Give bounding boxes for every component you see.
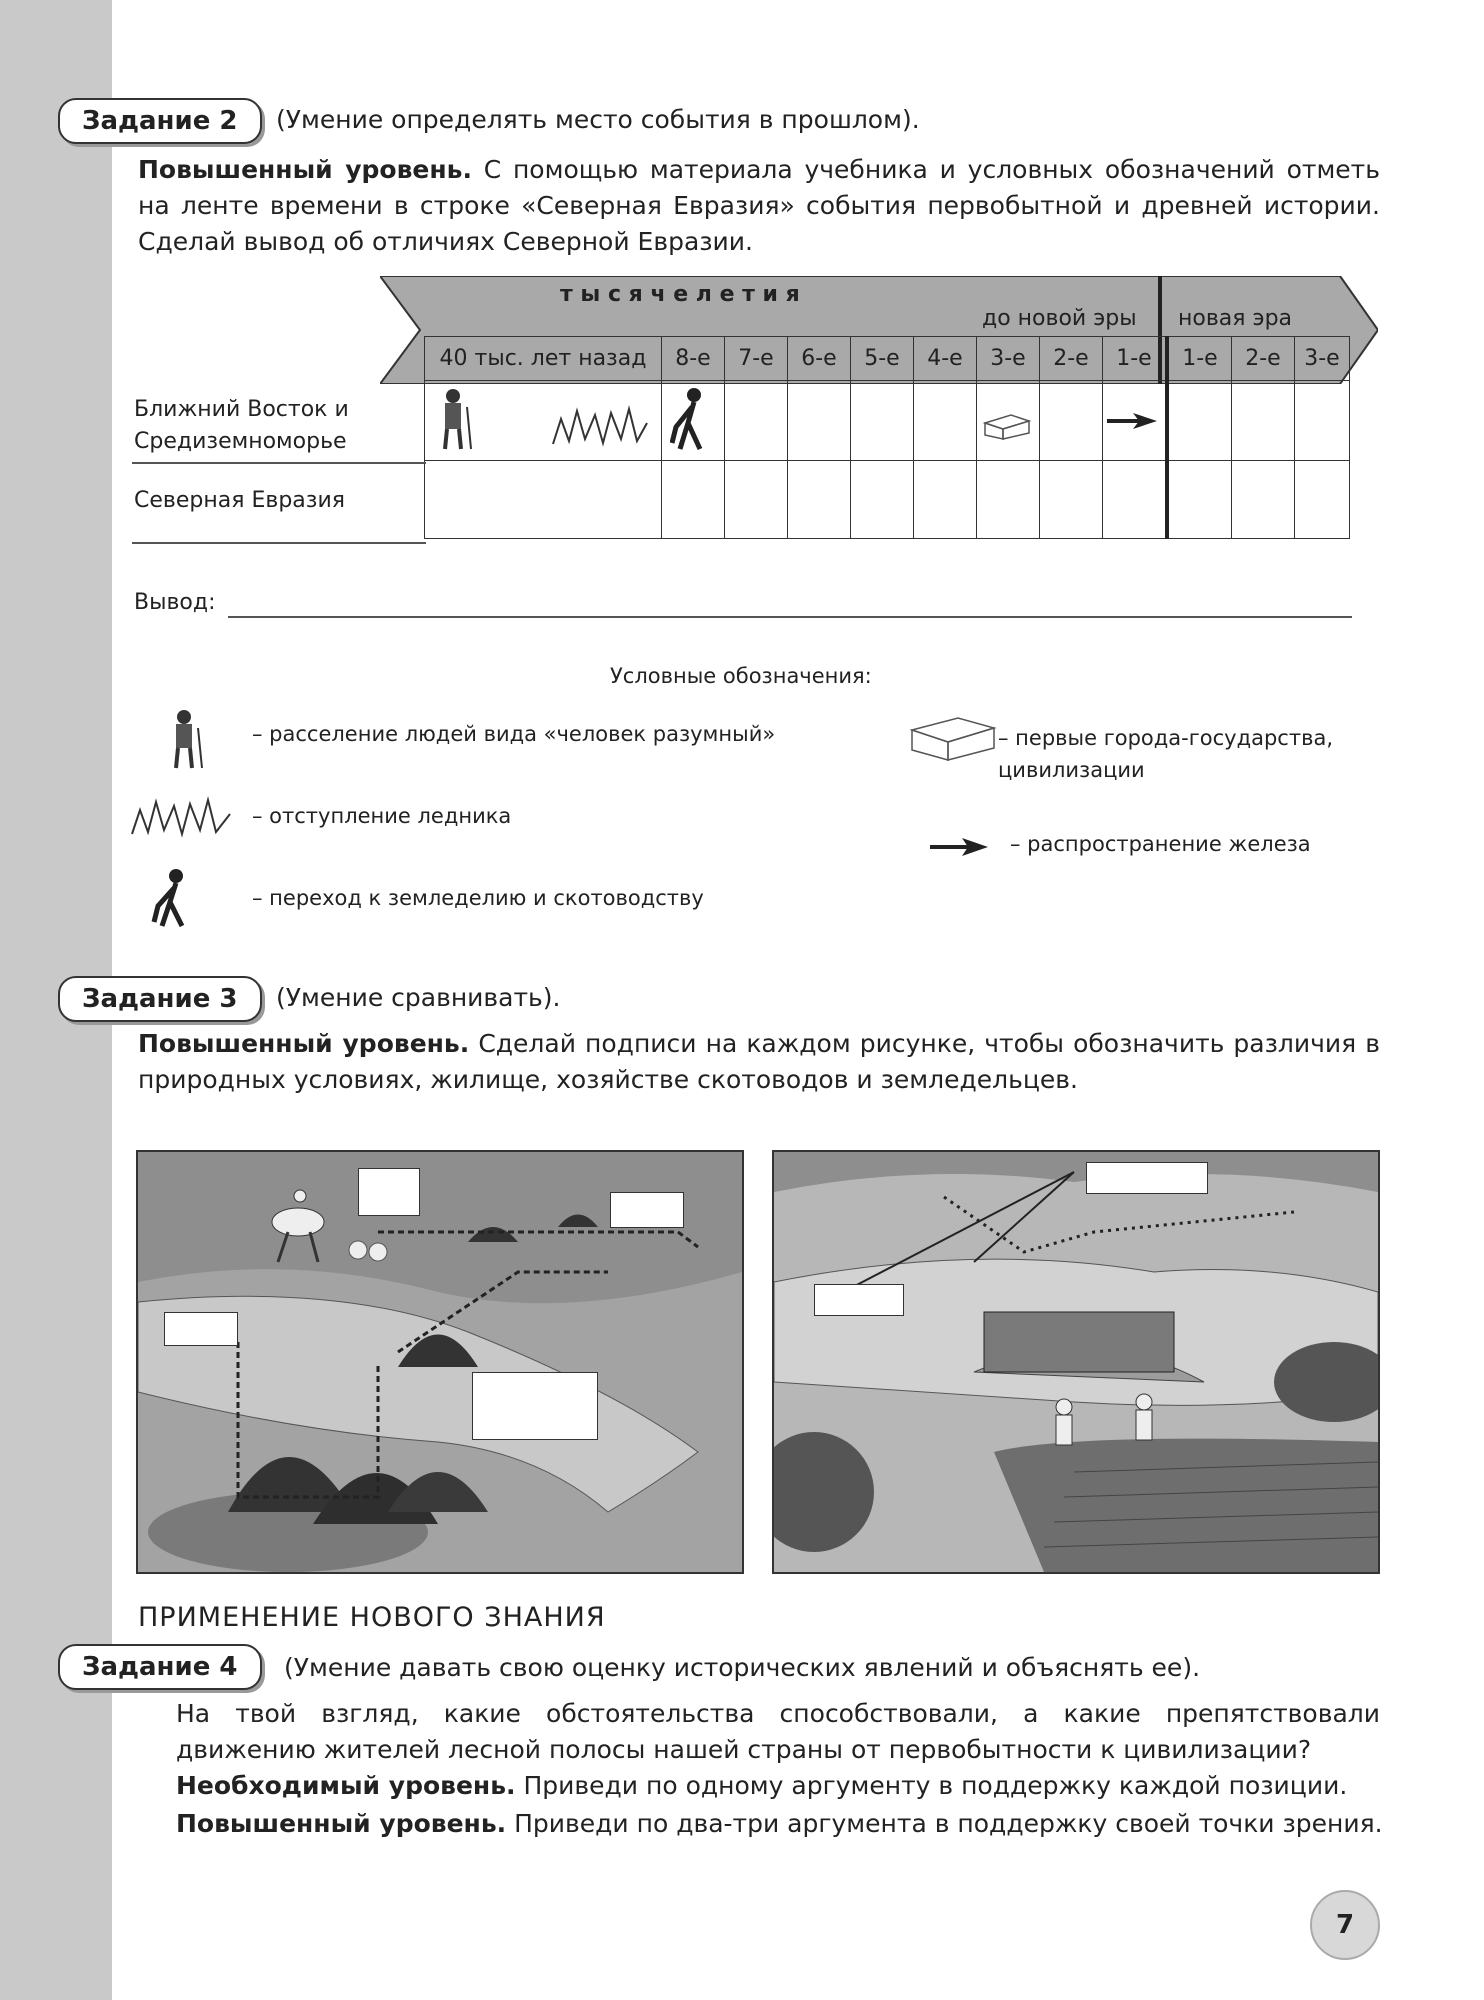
legend-iron-icon xyxy=(928,836,990,858)
farmers-label-box-1[interactable] xyxy=(1086,1162,1208,1194)
task4-label: Задание 4 xyxy=(58,1644,262,1690)
col-ce-3: 3-е xyxy=(1295,337,1350,381)
task2-instructions: С помощью материала учебника и условных обозначений отметь на ленте времени в строке «Северная Евразия» события первобытной и древней истории. Сделай вывод об отличиях Северной Евразии. xyxy=(138,155,1380,256)
north-5-cell[interactable] xyxy=(851,461,914,539)
farmers-label-box-2[interactable] xyxy=(814,1284,904,1316)
task3-instructions: Сделай подписи на каждом рисунке, чтобы обозначить различия в природных условиях, жилище, хозяйстве скотоводов и земледельцев. xyxy=(138,1029,1380,1094)
glacier-icon xyxy=(551,399,651,449)
conclusion-line[interactable] xyxy=(228,616,1352,618)
iron-arrow-icon xyxy=(1105,411,1159,431)
col-bce-7: 7-е xyxy=(725,337,788,381)
task2-skill: (Умение определять место события в прошлом). xyxy=(276,105,920,134)
near-east-1-cell xyxy=(1103,381,1168,461)
north-8-cell[interactable] xyxy=(662,461,725,539)
col-40k: 40 тыс. лет назад xyxy=(425,337,662,381)
pastoralists-picture xyxy=(136,1150,744,1574)
human-settlement-icon xyxy=(435,387,475,453)
north-ce2-cell[interactable] xyxy=(1232,461,1295,539)
task4-level2-text: Приведи по два-три аргумента в поддержку своей точки зрения. xyxy=(514,1809,1383,1838)
col-bce-8: 8-е xyxy=(662,337,725,381)
col-bce-3: 3-е xyxy=(977,337,1040,381)
task4-level2-line xyxy=(176,1806,1383,1842)
timeline-row-near-east xyxy=(425,381,1350,461)
near-east-8-cell xyxy=(662,381,725,461)
north-40k-cell[interactable] xyxy=(425,461,662,539)
timeline-table xyxy=(424,336,1350,539)
legend-farmer-icon xyxy=(150,868,200,928)
legend-iron-text: – распространение железа xyxy=(1010,832,1311,856)
pastoralists-label-box-3[interactable] xyxy=(164,1312,238,1346)
timeline-header: т ы с я ч е л е т и я xyxy=(560,282,800,307)
task3-label: Задание 3 xyxy=(58,976,262,1022)
north-2-cell[interactable] xyxy=(1040,461,1103,539)
task4-level1-line xyxy=(176,1768,1347,1804)
col-ce-2: 2-е xyxy=(1232,337,1295,381)
near-east-7-cell xyxy=(725,381,788,461)
pastoralists-label-box-1[interactable] xyxy=(358,1168,420,1216)
row-label-near-east: Ближний Восток и Средиземноморье xyxy=(134,397,349,454)
task3-skill: (Умение сравнивать). xyxy=(276,983,561,1012)
row-label-north-eurasia: Северная Евразия xyxy=(134,488,345,513)
north-1-cell[interactable] xyxy=(1103,461,1168,539)
col-bce-6: 6-е xyxy=(788,337,851,381)
near-east-4-cell xyxy=(914,381,977,461)
task2-label: Задание 2 xyxy=(58,98,262,144)
task4-level2: Повышенный уровень. xyxy=(176,1809,507,1838)
task3-text xyxy=(138,1026,1380,1098)
task2-text xyxy=(138,152,1380,260)
near-east-ce1-cell xyxy=(1167,381,1232,461)
near-east-6-cell xyxy=(788,381,851,461)
row-divider-bottom xyxy=(132,542,426,544)
legend-human-icon xyxy=(166,708,206,770)
timeline-bce: до новой эры xyxy=(982,306,1137,331)
row-divider xyxy=(132,462,426,464)
legend-city-icon xyxy=(908,712,1000,764)
pastoralists-label-box-2[interactable] xyxy=(610,1192,684,1228)
legend-glacier-icon xyxy=(130,792,236,838)
task3-level: Повышенный уровень. xyxy=(138,1029,470,1058)
north-ce3-cell[interactable] xyxy=(1295,461,1350,539)
near-east-5-cell xyxy=(851,381,914,461)
legend-human-text: – расселение людей вида «человек разумный» xyxy=(252,722,776,746)
legend-title: Условные обозначения: xyxy=(610,664,872,688)
col-ce-1: 1-е xyxy=(1167,337,1232,381)
city-state-icon xyxy=(981,411,1033,441)
north-6-cell[interactable] xyxy=(788,461,851,539)
near-east-2-cell xyxy=(1040,381,1103,461)
col-bce-5: 5-е xyxy=(851,337,914,381)
task4-level1-text: Приведи по одному аргументу в поддержку каждой позиции. xyxy=(523,1771,1348,1800)
near-east-ce3-cell xyxy=(1295,381,1350,461)
col-bce-2: 2-е xyxy=(1040,337,1103,381)
near-east-3-cell xyxy=(977,381,1040,461)
task2-level: Повышенный уровень. xyxy=(138,155,472,184)
timeline-row-north-eurasia xyxy=(425,461,1350,539)
task4-question: На твой взгляд, какие обстоятельства способствовали, а какие препятствовали движению жителей лесной полосы нашей страны от первобытности к цивилизации? xyxy=(176,1699,1380,1764)
pastoralists-label-box-4[interactable] xyxy=(472,1372,598,1440)
north-3-cell[interactable] xyxy=(977,461,1040,539)
page-number: 7 xyxy=(1310,1890,1380,1960)
north-ce1-cell[interactable] xyxy=(1167,461,1232,539)
near-east-40k-cell xyxy=(425,381,662,461)
conclusion-label: Вывод: xyxy=(134,590,216,615)
north-7-cell[interactable] xyxy=(725,461,788,539)
north-4-cell[interactable] xyxy=(914,461,977,539)
col-bce-4: 4-е xyxy=(914,337,977,381)
task4-level1: Необходимый уровень. xyxy=(176,1771,516,1800)
farmers-scene xyxy=(774,1152,1378,1572)
task4-skill: (Умение давать свою оценку исторических явлений и объяснять ее). xyxy=(284,1653,1201,1682)
legend-glacier-text: – отступление ледника xyxy=(252,804,512,828)
farmer-icon xyxy=(670,387,714,453)
legend-farmer-text: – переход к земледелию и скотоводству xyxy=(252,886,704,910)
timeline-ce: новая эра xyxy=(1178,306,1293,331)
legend-city-text: – первые города-государства, цивилизации xyxy=(998,726,1334,782)
col-bce-1: 1-е xyxy=(1103,337,1168,381)
timeline-columns xyxy=(425,337,1350,381)
near-east-ce2-cell xyxy=(1232,381,1295,461)
farmers-picture xyxy=(772,1150,1380,1574)
section-title: ПРИМЕНЕНИЕ НОВОГО ЗНАНИЯ xyxy=(138,1602,606,1633)
